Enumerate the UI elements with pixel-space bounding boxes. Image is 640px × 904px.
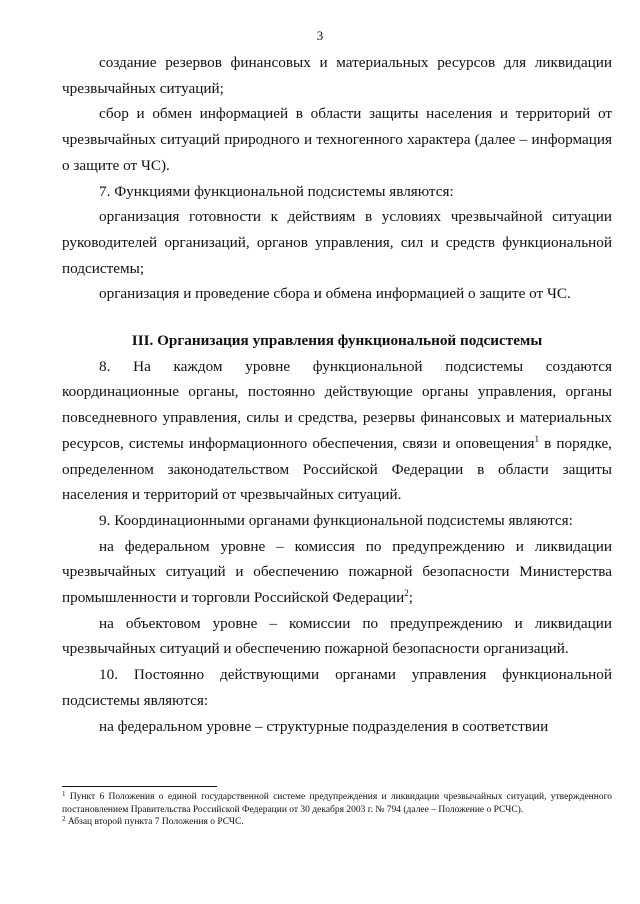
paragraph-text: в порядке, определенном законодательством Российской Федерации в области защиты населения и территорий от чрезвычайных ситуаций. [62,434,612,504]
paragraph-text: на объектовом уровне – комиссии по предупреждению и ликвидации чрезвычайных ситуаций и обеспечению пожарной безопасности организаций. [62,614,612,658]
page-number: 3 [316,28,324,43]
footnotes [62,791,612,829]
paragraph [62,714,612,740]
paragraph-text: на федеральном уровне – структурные подразделения в соответствии [99,717,549,735]
footnote-text: Пункт 6 Положения о единой государственной системе предупреждения и ликвидации чрезвычайных ситуаций, утвержденного постановлением Правительства Российской Федерации от 30 декабря 2003 г. № 794 (далее – Положение о РСЧС). [62,792,612,815]
paragraph [62,508,612,534]
paragraph-text: 10. Постоянно действующими органами управления функциональной подсистемы являются: [62,666,612,709]
paragraph [62,354,612,508]
footnote [62,816,612,829]
footnote-mark: 1 [62,790,66,798]
paragraph-text: 8. На каждом уровне функциональной подсистемы создаются координационные органы, постоянно действующие органы управления, органы повседневного управления, силы и средства, резервы финансовых и материальных ресурсов, системы информационного обеспечения, связи и оповещения [62,357,612,452]
paragraph: организация готовности к действиям в условиях чрезвычайной ситуации руководителей организаций, органов управления, сил и средств функциональной подсистемы; [62,208,612,277]
paragraph: организация и проведение сбора и обмена информацией о защите от ЧС. [99,285,571,303]
paragraph [62,534,612,611]
footnote-divider [62,786,217,787]
footnote-reference[interactable]: 2 [404,588,409,599]
footnote-mark: 2 [62,815,66,824]
footnote [62,791,612,816]
paragraph: создание резервов финансовых и материальных ресурсов для ликвидации чрезвычайных ситуаций; [62,54,612,97]
footnote-text: Абзац второй пункта 7 Положения о РСЧС. [65,817,244,828]
paragraph: сбор и обмен информацией в области защиты населения и территорий от чрезвычайных ситуаций природного и техногенного характера (далее – информация о защите от ЧС). [62,105,612,174]
document-body [62,50,612,739]
paragraph-text: на федеральном уровне – комиссия по предупреждению и ликвидации чрезвычайных ситуаций и обеспечению пожарной безопасности Министерства промышленности и торговли Российской Федерации [62,537,612,607]
paragraph-text: 9. Координационными органами функциональной подсистемы являются: [99,511,573,529]
paragraph [62,662,612,713]
paragraph: 7. Функциями функциональной подсистемы являются: [99,182,454,200]
paragraph [62,611,612,662]
section-heading: III. Организация управления функциональной подсистемы [131,332,543,350]
footnote-reference[interactable]: 1 [534,433,539,444]
paragraph-text: ; [408,589,413,607]
